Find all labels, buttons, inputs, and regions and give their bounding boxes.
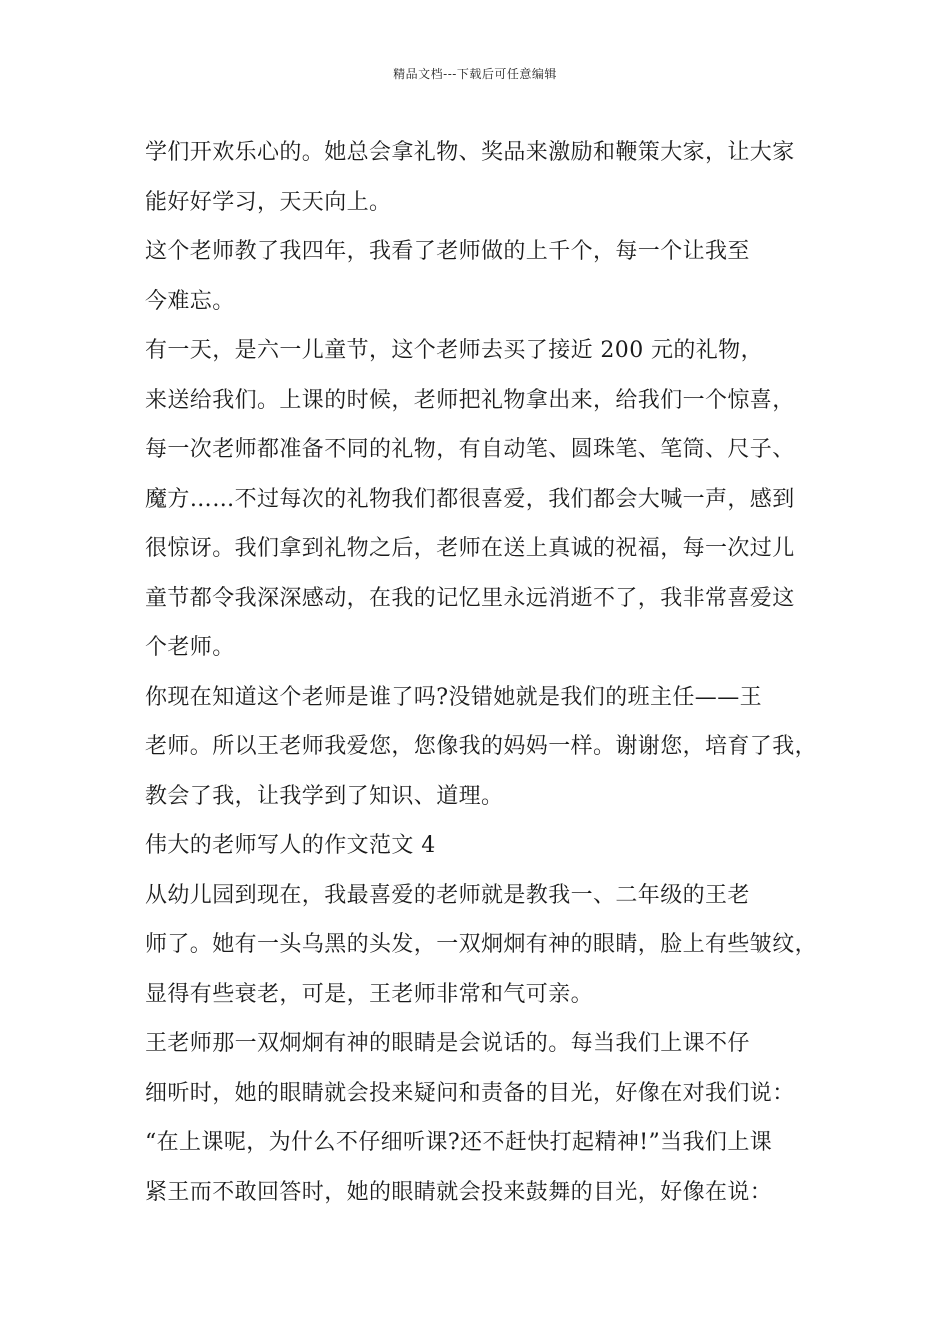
paragraph-line: 每一次老师都准备不同的礼物，有自动笔、圆珠笔、笔筒、尺子、	[145, 437, 795, 462]
section-heading: 伟大的老师写人的作文范文 4	[145, 833, 436, 858]
paragraph-line: 紧王而不敢回答时，她的眼睛就会投来鼓舞的目光，好像在说：	[145, 1179, 773, 1205]
paragraph-line: 今难忘。	[145, 288, 235, 314]
paragraph-line: 个老师。	[145, 635, 235, 660]
paragraph-line: 从幼儿园到现在，我最喜爱的老师就是教我一、二年级的王老	[145, 882, 750, 908]
paragraph-line: 有一天，是六一儿童节，这个老师去买了接近 200 元的礼物，	[145, 338, 763, 363]
paragraph-line: 师了。她有一头乌黑的头发，一双炯炯有神的眼睛，脸上有些皱纹，	[145, 932, 818, 957]
paragraph-line: 这个老师教了我四年，我看了老师做的上千个，每一个让我至	[145, 239, 750, 264]
paragraph-line: 显得有些衰老，可是，王老师非常和气可亲。	[145, 981, 594, 1007]
paragraph-line: 王老师那一双炯炯有神的眼睛是会说话的。每当我们上课不仔	[145, 1031, 750, 1056]
page-header: 精品文档---下载后可任意编辑	[393, 67, 557, 81]
paragraph-line: “在上课呢，为什么不仔细听课?还不赶快打起精神!”当我们上课	[145, 1130, 773, 1155]
paragraph-line: 魔方……不过每次的礼物我们都很喜爱，我们都会大喊一声，感到	[145, 486, 795, 512]
paragraph-line: 能好好学习，天天向上。	[145, 189, 392, 215]
paragraph-line: 老师。所以王老师我爱您，您像我的妈妈一样。谢谢您，培育了我，	[145, 734, 818, 759]
paragraph-line: 来送给我们。上课的时候，老师把礼物拿出来，给我们一个惊喜，	[145, 387, 795, 413]
paragraph-line: 很惊讶。我们拿到礼物之后，老师在送上真诚的祝福，每一次过儿	[145, 536, 795, 561]
paragraph-line: 你现在知道这个老师是谁了吗?没错她就是我们的班主任——王	[145, 684, 762, 710]
paragraph-line: 细听时，她的眼睛就会投来疑问和责备的目光，好像在对我们说：	[145, 1080, 795, 1106]
paragraph-line: 教会了我，让我学到了知识、道理。	[145, 783, 504, 809]
paragraph-line: 童节都令我深深感动，在我的记忆里永远消逝不了，我非常喜爱这	[145, 585, 795, 611]
document-body	[145, 128, 821, 1217]
paragraph-line: 学们开欢乐心的。她总会拿礼物、奖品来激励和鞭策大家，让大家	[145, 140, 795, 165]
